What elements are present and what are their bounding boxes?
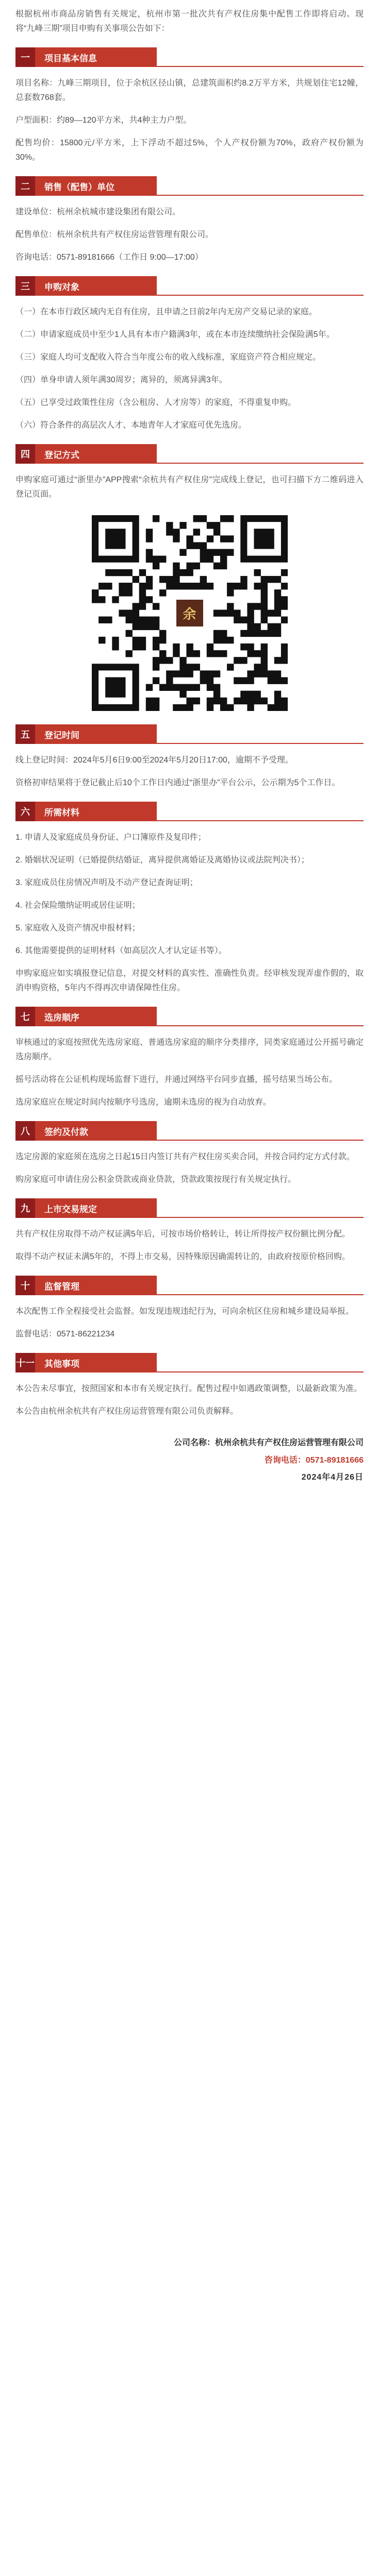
section-divider [157,1276,364,1295]
section-header [15,276,364,296]
footer [15,1434,364,1486]
section-paragraph: 申购家庭应如实填报登记信息，对提交材料的真实性、准确性负责。经审核发现弄虚作假的，取消申购资格，5年内不得再次申请保障性住房。 [15,969,364,992]
section-number: 八 [15,1121,35,1141]
section-paragraph: 咨询电话：0571-89181666（工作日 9:00—17:00） [15,253,203,262]
intro-paragraph: 根据杭州市商品房销售有关规定，杭州市第一批次共有产权住房集中配售工作即将启动。现将“九峰三期”项目申购有关事项公告如下： [15,10,364,33]
section-divider [157,802,364,821]
section-number: 十一 [15,1353,35,1372]
section-paragraph: （一）在本市行政区域内无自有住房，且申请之日前2年内无房产交易记录的家庭。 [15,308,317,316]
section-paragraph: 资格初审结果将于登记截止后10个工作日内通过“浙里办”平台公示，公示期为5个工作日。 [15,778,340,787]
section-title: 其他事项 [35,1353,157,1372]
section-paragraph: 共有产权住房取得不动产权证满5年后，可按市场价格转让，转让所得按产权份额比例分配。 [15,1230,350,1239]
section-header [15,1276,364,1295]
section-paragraph: 户型面积：约89—120平方米，共4种主力户型。 [15,116,192,125]
footer-org: 公司名称：杭州余杭共有产权住房运营管理有限公司 [173,1438,364,1447]
sections-group-1 [15,47,364,502]
section-number: 九 [15,1198,35,1218]
section-paragraph: 4. 社会保险缴纳证明或居住证明； [15,901,140,910]
section-paragraph: 选房家庭应在规定时间内按顺序号选房，逾期未选房的视为自动放弃。 [15,1098,272,1107]
section-paragraph: 本次配售工作全程接受社会监督。如发现违规违纪行为，可向余杭区住房和城乡建设局举报。 [15,1307,354,1316]
section-paragraph: （五）已享受过政策性住房（含公租房、人才房等）的家庭，不得重复申购。 [15,398,296,407]
section-number: 三 [15,276,35,296]
qr-code-icon[interactable] [92,515,288,711]
section-paragraph: 2. 婚姻状况证明（已婚提供结婚证，离异提供离婚证及离婚协议或法院判决书）； [15,856,309,865]
section-title: 登记时间 [35,724,157,744]
footer-phone[interactable]: 咨询电话：0571-89181666 [264,1455,364,1465]
section-divider [157,1198,364,1218]
section-number: 四 [15,444,35,464]
footer-date: 2024年4月26日 [301,1473,364,1482]
section-number: 十 [15,1276,35,1295]
section-header [15,1121,364,1141]
section-paragraph: （四）单身申请人须年满30周岁；离异的，须离异满3年。 [15,376,227,384]
section-title: 登记方式 [35,444,157,464]
section-header [15,1198,364,1218]
section-number: 五 [15,724,35,744]
section-paragraph: 本公告未尽事宜，按照国家和本市有关规定执行。配售过程中如遇政策调整，以最新政策为准。 [15,1384,362,1393]
section-title: 监督管理 [35,1276,157,1295]
section-paragraph: 取得不动产权证未满5年的，不得上市交易，因特殊原因确需转让的，由政府按原价格回购。 [15,1252,350,1261]
section-title: 申购对象 [35,276,157,296]
section-divider [157,1121,364,1141]
section-number: 六 [15,802,35,821]
section-divider [157,1007,364,1026]
section-paragraph: 建设单位：杭州余杭城市建设集团有限公司。 [15,208,181,216]
section-title: 所需材料 [35,802,157,821]
section-paragraph: 线上登记时间：2024年5月6日9:00至2024年5月20日17:00，逾期不予受理。 [15,756,293,765]
section-header [15,802,364,821]
qr-center-logo: 余 [174,598,205,629]
section-title: 选房顺序 [35,1007,157,1026]
section-paragraph: （二）申请家庭成员中至少1人具有本市户籍满3年，或在本市连续缴纳社会保险满5年。 [15,330,335,339]
section-header [15,47,364,67]
section-paragraph: 本公告由杭州余杭共有产权住房运营管理有限公司负责解释。 [15,1407,239,1416]
section-divider [157,176,364,196]
section-paragraph: 申购家庭可通过“浙里办”APP搜索“余杭共有产权住房”完成线上登记，也可扫描下方二维码进入登记页面。 [15,476,364,499]
section-paragraph: （六）符合条件的高层次人才、本地青年人才家庭可优先选房。 [15,421,247,430]
section-divider [157,444,364,464]
section-header [15,176,364,196]
section-number: 二 [15,176,35,196]
section-divider [157,47,364,67]
section-paragraph: 5. 家庭收入及资产情况申报材料； [15,924,140,933]
section-paragraph: 1. 申请人及家庭成员身份证、户口簿原件及复印件； [15,833,206,842]
section-title: 销售（配售）单位 [35,176,157,196]
section-title: 签约及付款 [35,1121,157,1141]
section-header [15,1353,364,1372]
section-paragraph: 购房家庭可申请住房公积金贷款或商业贷款，贷款政策按现行有关规定执行。 [15,1175,296,1184]
section-paragraph: 审核通过的家庭按照优先选房家庭、普通选房家庭的顺序分类排序，同类家庭通过公开摇号确定选房顺序。 [15,1038,364,1061]
section-header [15,724,364,744]
section-paragraph: 3. 家庭成员住房情况声明及不动产登记查询证明； [15,878,198,887]
section-paragraph: 6. 其他需要提供的证明材料（如高层次人才认定证书等）。 [15,946,227,955]
section-paragraph: 配售均价：15800元/平方米，上下浮动不超过5%，个人产权份额为70%，政府产权份额为30%。 [15,139,364,162]
section-divider [157,276,364,296]
section-paragraph: 配售单位：杭州余杭共有产权住房运营管理有限公司。 [15,230,214,239]
section-title: 项目基本信息 [35,47,157,67]
qr-code-wrapper [15,515,364,711]
section-paragraph: 项目名称：九峰三期项目，位于余杭区径山镇，总建筑面积约8.2万平方米，共规划住宅12幢，总套数768套。 [15,79,364,102]
section-paragraph: （三）家庭人均可支配收入符合当年度公布的收入线标准，家庭资产符合相应规定。 [15,353,321,362]
section-divider [157,724,364,744]
section-divider [157,1353,364,1372]
section-title: 上市交易规定 [35,1198,157,1218]
section-header [15,1007,364,1026]
section-header [15,444,364,464]
section-paragraph: 摇号活动将在公证机构现场监督下进行，并通过网络平台同步直播，摇号结果当场公布。 [15,1075,338,1084]
section-number: 七 [15,1007,35,1026]
section-paragraph: 选定房源的家庭须在选房之日起15日内签订共有产权住房买卖合同，并按合同约定方式付款。 [15,1153,355,1161]
sections-group-2 [15,724,364,1419]
section-number: 一 [15,47,35,67]
section-paragraph: 监督电话：0571-86221234 [15,1330,115,1338]
